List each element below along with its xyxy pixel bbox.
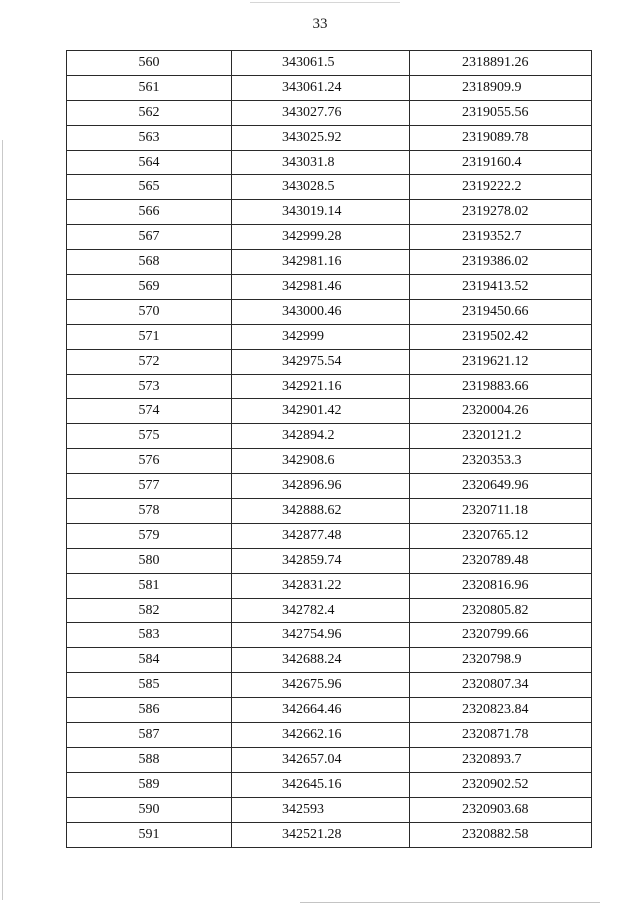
x-coordinate-cell: 342999 — [232, 324, 410, 349]
table-row — [67, 100, 592, 125]
point-number-cell: 586 — [67, 698, 232, 723]
y-coordinate-cell: 2319450.66 — [410, 299, 592, 324]
table-row — [67, 822, 592, 847]
y-coordinate-cell: 2320807.34 — [410, 673, 592, 698]
table-row — [67, 573, 592, 598]
point-number-cell: 583 — [67, 623, 232, 648]
x-coordinate-cell: 342877.48 — [232, 523, 410, 548]
table-row — [67, 723, 592, 748]
point-number-cell: 587 — [67, 723, 232, 748]
x-coordinate-cell: 343028.5 — [232, 175, 410, 200]
table-row — [67, 200, 592, 225]
y-coordinate-cell: 2319160.4 — [410, 150, 592, 175]
table-row — [67, 324, 592, 349]
table-row — [67, 623, 592, 648]
table-row — [67, 374, 592, 399]
y-coordinate-cell: 2318891.26 — [410, 51, 592, 76]
table-row — [67, 747, 592, 772]
table-row — [67, 424, 592, 449]
coordinates-table — [66, 50, 592, 848]
scan-edge-top — [250, 2, 400, 3]
point-number-cell: 563 — [67, 125, 232, 150]
x-coordinate-cell: 342593 — [232, 797, 410, 822]
y-coordinate-cell: 2320353.3 — [410, 449, 592, 474]
x-coordinate-cell: 343025.92 — [232, 125, 410, 150]
point-number-cell: 585 — [67, 673, 232, 698]
table-row — [67, 523, 592, 548]
page-number: 33 — [312, 16, 328, 32]
table-row — [67, 175, 592, 200]
table-row — [67, 449, 592, 474]
table-row — [67, 75, 592, 100]
x-coordinate-cell: 342896.96 — [232, 474, 410, 499]
coordinates-table-body — [67, 51, 592, 848]
point-number-cell: 576 — [67, 449, 232, 474]
x-coordinate-cell: 342657.04 — [232, 747, 410, 772]
point-number-cell: 575 — [67, 424, 232, 449]
y-coordinate-cell: 2320765.12 — [410, 523, 592, 548]
x-coordinate-cell: 342754.96 — [232, 623, 410, 648]
point-number-cell: 590 — [67, 797, 232, 822]
x-coordinate-cell: 343061.5 — [232, 51, 410, 76]
point-number-cell: 578 — [67, 499, 232, 524]
y-coordinate-cell: 2320871.78 — [410, 723, 592, 748]
y-coordinate-cell: 2320902.52 — [410, 772, 592, 797]
y-coordinate-cell: 2319055.56 — [410, 100, 592, 125]
point-number-cell: 571 — [67, 324, 232, 349]
y-coordinate-cell: 2320882.58 — [410, 822, 592, 847]
y-coordinate-cell: 2320649.96 — [410, 474, 592, 499]
point-number-cell: 573 — [67, 374, 232, 399]
point-number-cell: 577 — [67, 474, 232, 499]
table-row — [67, 150, 592, 175]
x-coordinate-cell: 343019.14 — [232, 200, 410, 225]
y-coordinate-cell: 2320799.66 — [410, 623, 592, 648]
table-row — [67, 225, 592, 250]
y-coordinate-cell: 2320816.96 — [410, 573, 592, 598]
x-coordinate-cell: 342981.16 — [232, 250, 410, 275]
y-coordinate-cell: 2320798.9 — [410, 648, 592, 673]
table-row — [67, 499, 592, 524]
y-coordinate-cell: 2320893.7 — [410, 747, 592, 772]
point-number-cell: 561 — [67, 75, 232, 100]
x-coordinate-cell: 342664.46 — [232, 698, 410, 723]
x-coordinate-cell: 342894.2 — [232, 424, 410, 449]
point-number-cell: 580 — [67, 548, 232, 573]
point-number-cell: 572 — [67, 349, 232, 374]
table-row — [67, 797, 592, 822]
y-coordinate-cell: 2319502.42 — [410, 324, 592, 349]
y-coordinate-cell: 2319352.7 — [410, 225, 592, 250]
point-number-cell: 565 — [67, 175, 232, 200]
y-coordinate-cell: 2319386.02 — [410, 250, 592, 275]
x-coordinate-cell: 342831.22 — [232, 573, 410, 598]
x-coordinate-cell: 342901.42 — [232, 399, 410, 424]
y-coordinate-cell: 2319278.02 — [410, 200, 592, 225]
table-row — [67, 598, 592, 623]
point-number-cell: 566 — [67, 200, 232, 225]
y-coordinate-cell: 2320903.68 — [410, 797, 592, 822]
table-row — [67, 673, 592, 698]
x-coordinate-cell: 342975.54 — [232, 349, 410, 374]
table-row — [67, 349, 592, 374]
table-row — [67, 772, 592, 797]
x-coordinate-cell: 342782.4 — [232, 598, 410, 623]
y-coordinate-cell: 2320121.2 — [410, 424, 592, 449]
point-number-cell: 570 — [67, 299, 232, 324]
y-coordinate-cell: 2319621.12 — [410, 349, 592, 374]
table-row — [67, 648, 592, 673]
point-number-cell: 582 — [67, 598, 232, 623]
x-coordinate-cell: 342921.16 — [232, 374, 410, 399]
point-number-cell: 591 — [67, 822, 232, 847]
y-coordinate-cell: 2320823.84 — [410, 698, 592, 723]
point-number-cell: 574 — [67, 399, 232, 424]
x-coordinate-cell: 342981.46 — [232, 275, 410, 300]
point-number-cell: 589 — [67, 772, 232, 797]
x-coordinate-cell: 343061.24 — [232, 75, 410, 100]
x-coordinate-cell: 342999.28 — [232, 225, 410, 250]
table-row — [67, 698, 592, 723]
table-row — [67, 299, 592, 324]
point-number-cell: 560 — [67, 51, 232, 76]
x-coordinate-cell: 342521.28 — [232, 822, 410, 847]
point-number-cell: 568 — [67, 250, 232, 275]
point-number-cell: 581 — [67, 573, 232, 598]
table-row — [67, 474, 592, 499]
table-row — [67, 125, 592, 150]
x-coordinate-cell: 342908.6 — [232, 449, 410, 474]
y-coordinate-cell: 2320805.82 — [410, 598, 592, 623]
point-number-cell: 567 — [67, 225, 232, 250]
x-coordinate-cell: 342675.96 — [232, 673, 410, 698]
scan-edge-bottom — [300, 902, 600, 903]
y-coordinate-cell: 2320004.26 — [410, 399, 592, 424]
y-coordinate-cell: 2320789.48 — [410, 548, 592, 573]
x-coordinate-cell: 342688.24 — [232, 648, 410, 673]
y-coordinate-cell: 2320711.18 — [410, 499, 592, 524]
table-row — [67, 275, 592, 300]
table-row — [67, 399, 592, 424]
x-coordinate-cell: 342645.16 — [232, 772, 410, 797]
table-row — [67, 548, 592, 573]
y-coordinate-cell: 2319222.2 — [410, 175, 592, 200]
table-row — [67, 250, 592, 275]
x-coordinate-cell: 343000.46 — [232, 299, 410, 324]
point-number-cell: 569 — [67, 275, 232, 300]
y-coordinate-cell: 2319413.52 — [410, 275, 592, 300]
point-number-cell: 562 — [67, 100, 232, 125]
point-number-cell: 584 — [67, 648, 232, 673]
point-number-cell: 579 — [67, 523, 232, 548]
x-coordinate-cell: 342859.74 — [232, 548, 410, 573]
y-coordinate-cell: 2318909.9 — [410, 75, 592, 100]
x-coordinate-cell: 343031.8 — [232, 150, 410, 175]
x-coordinate-cell: 342662.16 — [232, 723, 410, 748]
y-coordinate-cell: 2319883.66 — [410, 374, 592, 399]
x-coordinate-cell: 342888.62 — [232, 499, 410, 524]
point-number-cell: 588 — [67, 747, 232, 772]
scan-edge-left — [2, 140, 3, 900]
table-row — [67, 51, 592, 76]
y-coordinate-cell: 2319089.78 — [410, 125, 592, 150]
x-coordinate-cell: 343027.76 — [232, 100, 410, 125]
point-number-cell: 564 — [67, 150, 232, 175]
